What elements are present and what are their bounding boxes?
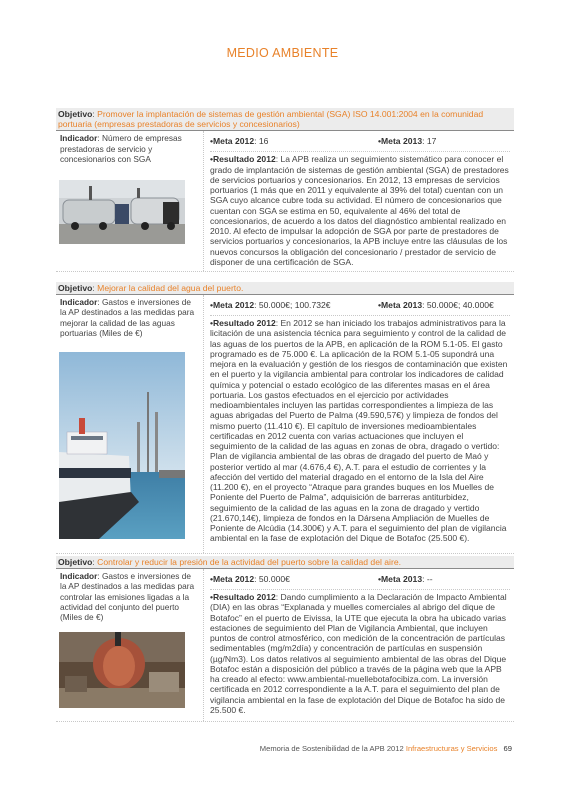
meta-2013-label: •Meta 2013 [378,574,423,585]
result-2012: •Resultado 2012: La APB realiza un seguimiento sistemático para conocer el grado de implantación de sistemas de gestión ambiental (SGA) de prestadores de servicios portuarios y concesionarios. En 2012, 13 empresas de servicios portuarios (1 más que en 2011 y equivalente al 39% del total) cuentan con un SGA cuyo alcance cubre toda su actividad. El número de concesionarios que cuentan con SGA se estima en 50, equivalente al 46% del total de concesionarios, de acuerdo a los datos del diagnóstico ambiental realizado en 2010. Al efecto de impulsar la adopción de SGA por parte de prestadores de servicios portuarios y concesionarios, la APB incluye entre las cláusulas de los nuevos concursos la obligación del concesionario / prestador de servicio de disponer de una certificación de SGA. [210,154,509,267]
page-footer [0,744,512,753]
objective-text: Promover la implantación de sistemas de gestión ambiental (SGA) ISO 14.001:2004 en la comunidad portuaria (empresas prestadoras de servicios y concesionarios) [58,109,484,130]
meta-2012: •Meta 2012: 50.000€; 100.732€ [210,300,331,311]
objective-label: Objetivo [58,283,93,293]
result-text: Dando cumplimiento a la Declaración de Impacto Ambiental (DIA) en las obras “Explanada y muelles comerciales al abrigo del dique de Botafoc” en el puerto de Eivissa, la UTE que ejecuta la obra ha ubicado varias estaciones de seguimiento del Plan de Vigilancia Ambiental, que incluyen puntos de control atmosférico, con medición de la concentración de partículas sedimentables (mg/m2día) y concentración de partículas en suspensión (µg/Nm3). Los datos relativos al seguimiento ambiental de las obras del Dique Botafoc están a disposición del público a través de la página web que la APB ha creado al efecto: www.ambiental-muellebotafocibiza.com. La inversión certificada en 2012 correspondiente a la A.T. para el seguimiento del plan de vigilancia ambiental en la fase de explotación del Dique de Botafoc ha sido de 25.500 €. [210,592,507,715]
cargo-photo [59,632,185,708]
footer-text: Memoria de Sostenibilidad de la APB 2012 [259,744,404,753]
metas [210,571,510,590]
ship-photo [59,352,185,539]
meta-2013-value: 50.000€; 40.000€ [426,300,494,311]
meta-2012-value: 16 [258,136,269,147]
result-label: •Resultado 2012 [210,154,276,165]
indicator-text: Número de empresas prestadoras de servicio y concesionarios con SGA [60,133,182,164]
result-text: La APB realiza un seguimiento sistemático para conocer el grado de implantación de sistemas de gestión ambiental (SGA) de prestadores de servicios portuarios y concesionarios. En 2012, 13 empresas de servicios portuarios (1 más que en 2011 y equivalente al 39% del total) cuentan con un SGA cuyo alcance cubre toda su actividad. El número de concesionarios que cuentan con SGA se estima en 50, equivalente al 46% del total de concesionarios, de acuerdo a los datos del diagnóstico ambiental realizado en 2010. Al efecto de impulsar la adopción de SGA por parte de prestadores de servicios portuarios y concesionarios, la APB incluye entre las cláusulas de los nuevos concursos la obligación del concesionario / prestador de servicio de disponer de una certificación de SGA. [210,154,509,267]
meta-2013-label: •Meta 2013 [378,300,423,311]
page-title: MEDIO AMBIENTE [226,46,339,60]
result-2012: •Resultado 2012: Dando cumplimiento a la Declaración de Impacto Ambiental (DIA) en las obras “Explanada y muelles comerciales al abrigo del dique de Botafoc” en el puerto de Eivissa, la UTE que ejecuta la obra ha ubicado varias estaciones de seguimiento del Plan de Vigilancia Ambiental, que incluyen puntos de control atmosférico, con medición de la concentración de partículas sedimentables (mg/m2día) y concentración de partículas en suspensión (µg/Nm3). Los datos relativos al seguimiento ambiental de las obras del Dique Botafoc están a disposición del público a través de la página web que la APB ha creado al efecto: www.ambiental-muellebotafocibiza.com. La inversión certificada en 2012 correspondiente a la A.T. para el seguimiento del plan de vigilancia ambiental en la fase de explotación del Dique de Botafoc ha sido de 25.500 €. [210,592,507,715]
meta-2013: •Meta 2013: -- [378,574,433,585]
meta-2013-value: 17 [426,136,437,147]
result-label: •Resultado 2012 [210,592,276,603]
objective-bar: Objetivo: Mejorar la calidad del agua del puerto. [56,282,514,295]
result-text: En 2012 se han iniciado los trabajos administrativos para la licitación de una asistencia técnica para seguimiento y control de la calidad de las aguas de los puertos de la APB, en aplicación de la ROM 5.1-05. El gasto programado es de 75.000 €. La aplicación de la ROM 5.1-05 supondrá una mejora en la evaluación y gestión de los riesgos de contaminación que existen en el puerto y la vigilancia ambiental para controlar los indicadores de calidad química y potencial o estado ecológico de las diferentes masas en el área portuaria. Los gastos efectuados en el ejercicio por actividades medioambientales incluyen las partidas correspondientes a limpieza de las aguas abrigadas del Puerto de Palma (49.590,57€) y limpieza de fondos del mismo puerto (11.410 €). El capítulo de inversiones medioambientales certificadas en 2012 cuenta con varias actuaciones que incluyen el seguimiento de la calidad de las aguas en zonas de obra, dragado o vertido: Plan de vigilancia ambiental de las obras de dragado del puerto de Maó y posterior vertido al mar (4.676,4 €), A.T. para el estudio de corrientes y la afección del vertido del material dragado en el entorno de la Isla del Aire (11.200 €), en el proyecto “Atraque para grandes buques en los Muelles de Poniente del Puerto de Palma”, adquisición de barreras antiturbidez, seguimiento de la calidad de las aguas en la zona de dragado y vertido (21.670,14€), limpieza de fondos en la Dársena Ampliación de Muelles de Poniente de Alcúdia (14.300€) y A.T. para el seguimiento del plan de vigilancia ambiental en la fase de explotación del Dique de Botafoc (25.500 €). [210,318,508,544]
meta-2012-label: •Meta 2012 [210,300,255,311]
meta-2012: •Meta 2012: 50.000€ [210,574,290,585]
indicator-text: Gastos e inversiones de la AP destinados a las medidas para mejorar la calidad de las aguas portuarias (Miles de €) [60,297,195,338]
meta-2012-value: 50.000€ [258,574,290,585]
indicator-label: Indicador [60,133,98,144]
trucks-photo [59,180,185,244]
objective-bar: Objetivo: Promover la implantación de sistemas de gestión ambiental (SGA) ISO 14.001:2004 en la comunidad portuaria (empresas prestadoras de servicios y concesionarios) [56,108,514,131]
result-label: •Resultado 2012 [210,318,276,329]
meta-2012-value: 50.000€; 100.732€ [258,300,331,311]
footer-section: Infraestructuras y Servicios [405,744,498,753]
results-cell [204,569,514,721]
results-cell [204,131,514,271]
indicator: Indicador: Número de empresas prestadoras de servicio y concesionarios con SGA [60,133,182,164]
indicator-label: Indicador [60,297,98,308]
meta-2012: •Meta 2012: 16 [210,136,269,147]
metas [210,133,510,152]
indicator-text: Gastos e inversiones de la AP destinados a las medidas para controlar las emisiones ligadas a la actividad del conjunto del puerto (Miles de €) [60,571,195,623]
objective-bar: Objetivo: Controlar y reducir la presión de la actividad del puerto sobre la calidad del aire. [56,556,514,569]
indicator-label: Indicador [60,571,98,582]
meta-2013-value: -- [426,574,433,585]
meta-2012-label: •Meta 2012 [210,136,255,147]
meta-2013-label: •Meta 2013 [378,136,423,147]
metas [210,297,510,316]
objective-label: Objetivo [58,109,93,119]
meta-2012-label: •Meta 2012 [210,574,255,585]
objective-label: Objetivo [58,557,93,567]
objective-text: Mejorar la calidad del agua del puerto. [97,283,244,293]
indicator: Indicador: Gastos e inversiones de la AP destinados a las medidas para controlar las emisiones ligadas a la actividad del conjunto del puerto (Miles de €) [60,571,195,623]
meta-2013: •Meta 2013: 17 [378,136,437,147]
objective-text: Controlar y reducir la presión de la actividad del puerto sobre la calidad del aire. [97,557,401,567]
page-number: 69 [503,744,512,753]
result-2012: •Resultado 2012: En 2012 se han iniciado los trabajos administrativos para la licitación de una asistencia técnica para seguimiento y control de la calidad de las aguas de los puertos de la APB, en aplicación de la ROM 5.1-05. El gasto programado es de 75.000 €. La aplicación de la ROM 5.1-05 supondrá una mejora en la evaluación y gestión de los riesgos de contaminación que existen en el puerto y la vigilancia ambiental para controlar los indicadores de calidad química y potencial o estado ecológico de las diferentes masas en el área portuaria. Los gastos efectuados en el ejercicio por actividades medioambientales incluyen las partidas correspondientes a limpieza de las aguas abrigadas del Puerto de Palma (49.590,57€) y limpieza de fondos del mismo puerto (11.410 €). El capítulo de inversiones medioambientales certificadas en 2012 cuenta con varias actuaciones que incluyen el seguimiento de la calidad de las aguas en zonas de obra, dragado o vertido: Plan de vigilancia ambiental de las obras de dragado del puerto de Maó y posterior vertido al mar (4.676,4 €), A.T. para el estudio de corrientes y la afección del vertido del material dragado en el entorno de la Isla del Aire (11.200 €), en el proyecto “Atraque para grandes buques en los Muelles de Poniente del Puerto de Palma”, adquisición de barreras antiturbidez, seguimiento de la calidad de las aguas en la zona de dragado y vertido (21.670,14€), limpieza de fondos en la Dársena Ampliación de Muelles de Poniente de Alcúdia (14.300€) y A.T. para el seguimiento del plan de vigilancia ambiental en la fase de explotación del Dique de Botafoc (25.500 €). [210,318,508,544]
indicator: Indicador: Gastos e inversiones de la AP destinados a las medidas para mejorar la calidad de las aguas portuarias (Miles de €) [60,297,195,338]
results-cell [204,295,514,553]
meta-2013: •Meta 2013: 50.000€; 40.000€ [378,300,494,311]
